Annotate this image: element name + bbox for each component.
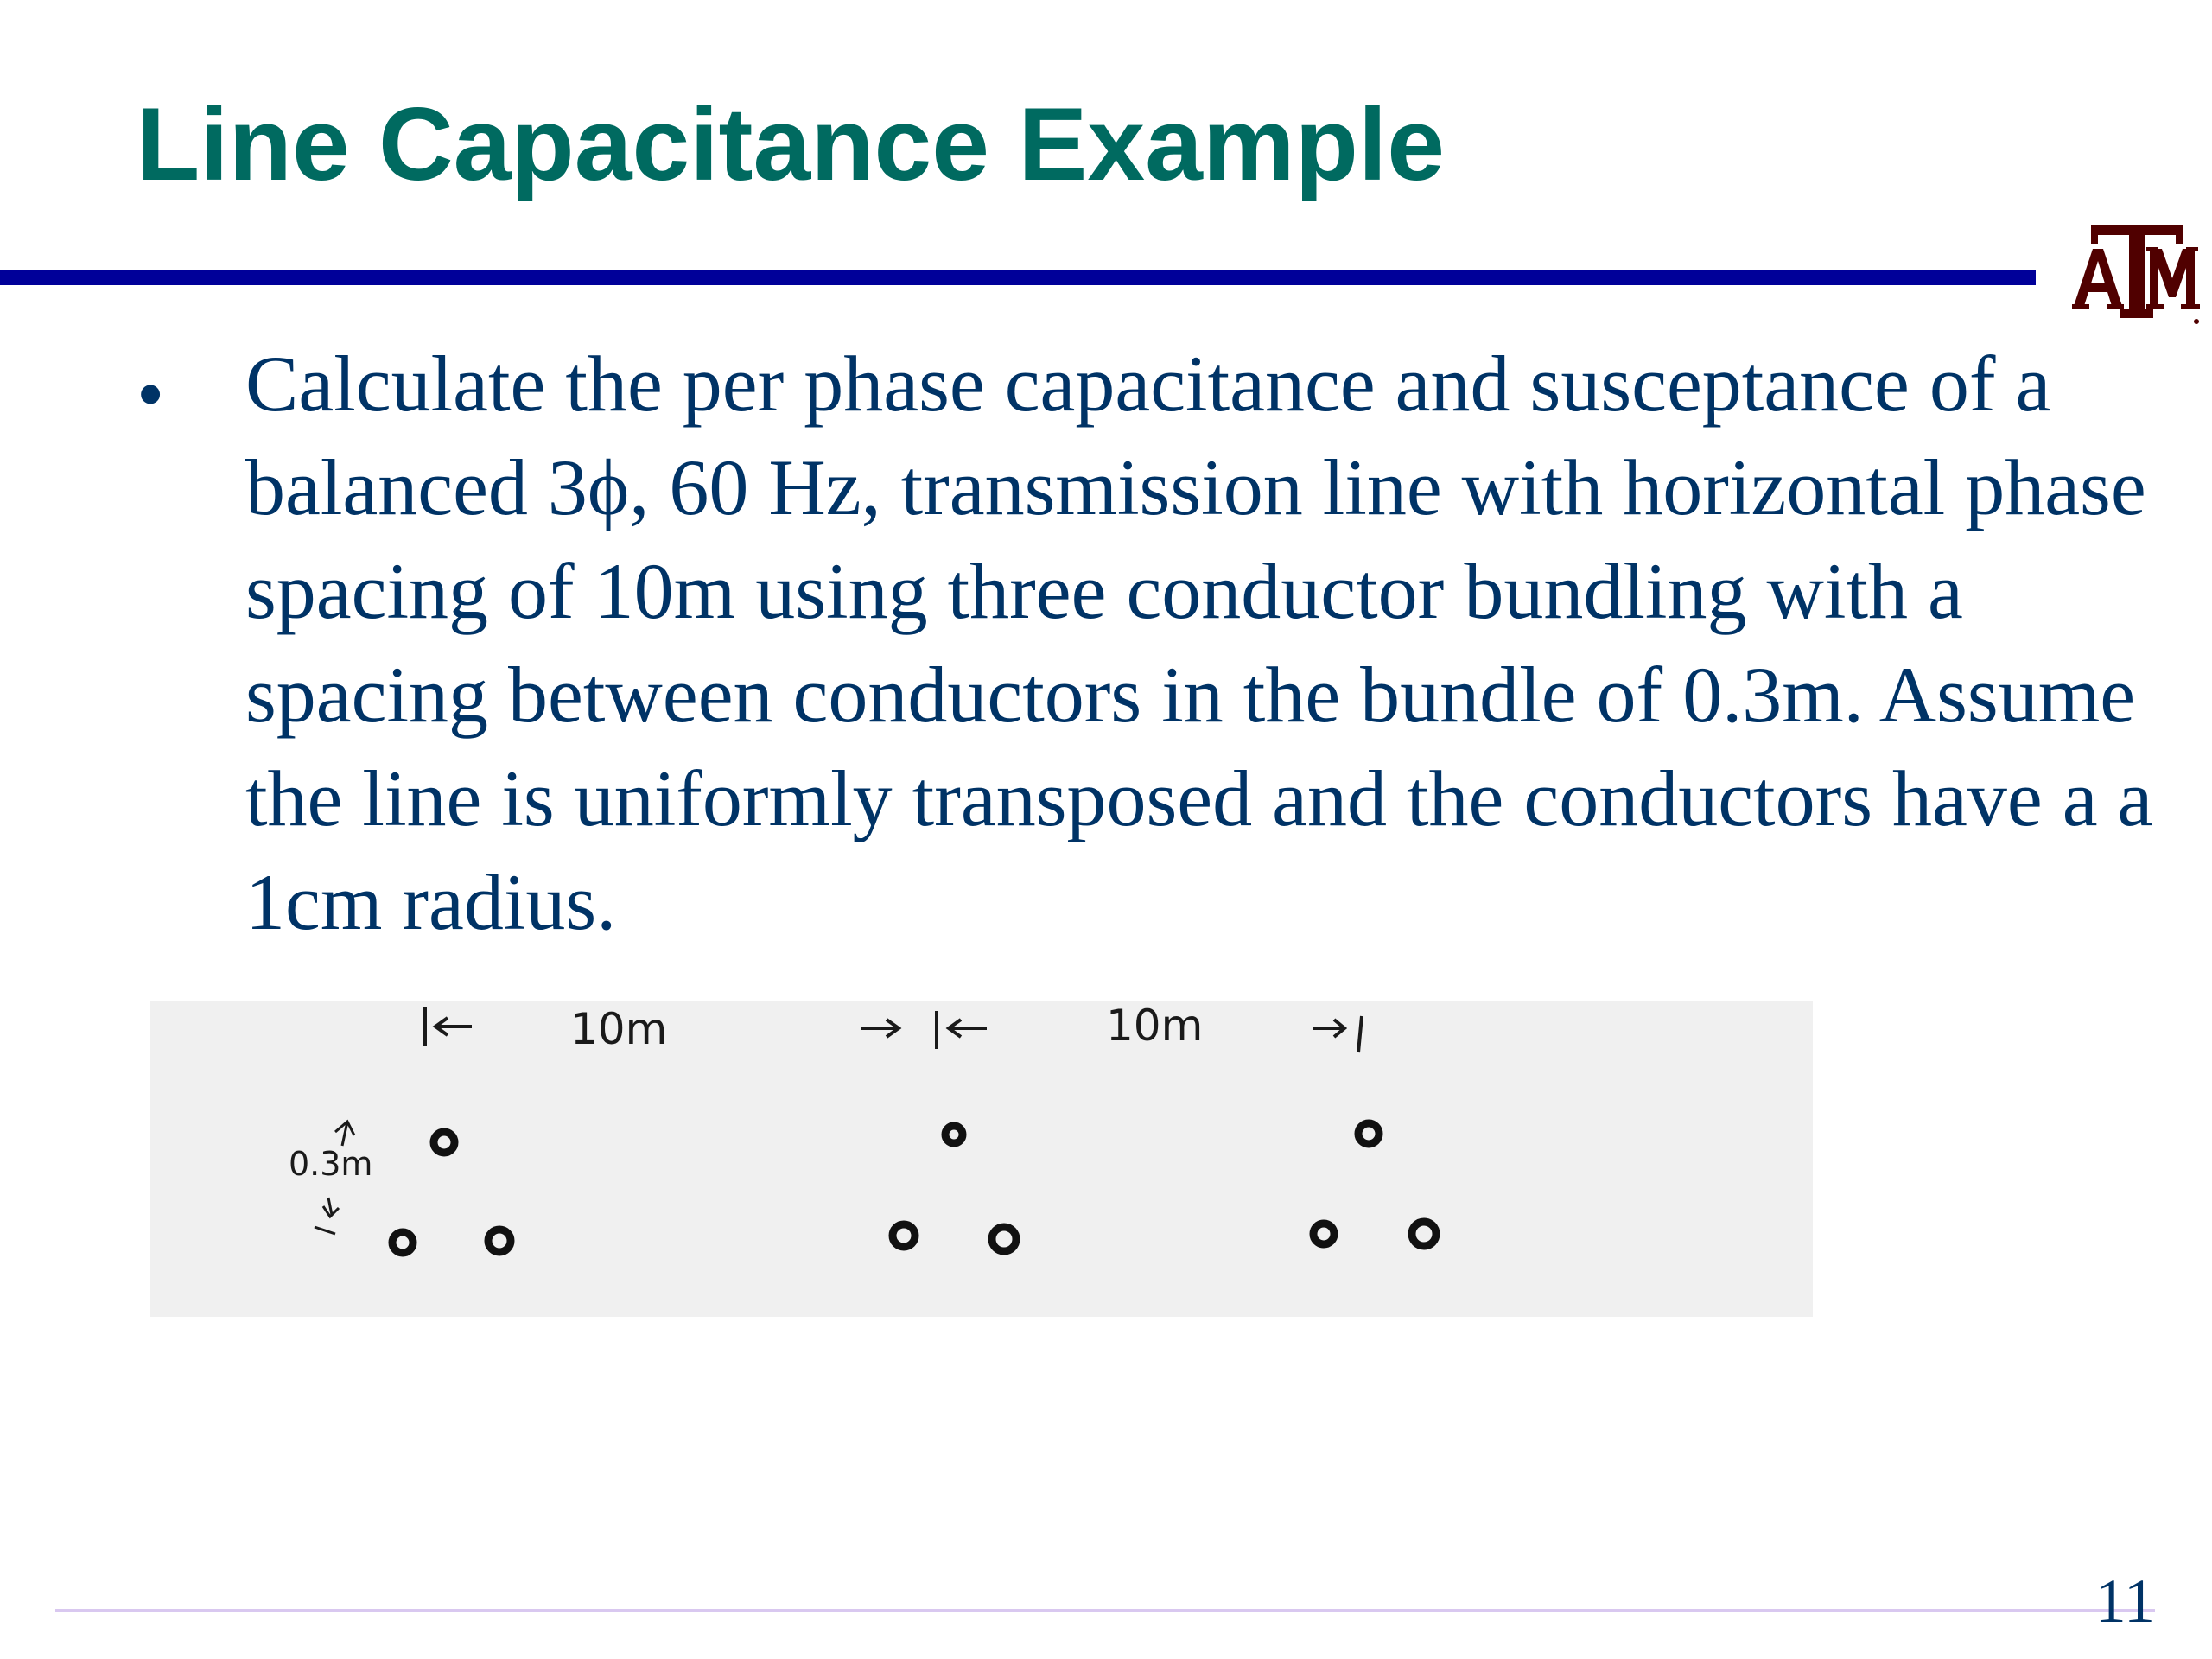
- bundle-spacing-label: 0.3m: [289, 1145, 373, 1183]
- header-rule: [0, 270, 2036, 285]
- bullet-marker: •: [137, 350, 165, 438]
- page-number: 11: [2094, 1567, 2155, 1636]
- spacing-label-1: 10m: [570, 1004, 668, 1054]
- phase-c-bundle: [1313, 1123, 1436, 1246]
- spacing-label-2: 10m: [1106, 1001, 1204, 1051]
- conductor-bundle-sketch: [150, 1001, 1813, 1317]
- dimension-arrow-right-end: [1313, 1016, 1362, 1052]
- dimension-arrow-right-start: [949, 1020, 987, 1037]
- dimension-arrow-left-end: [861, 1011, 937, 1049]
- footer-rule: [55, 1609, 2155, 1612]
- phase-b-bundle: [893, 1126, 1016, 1251]
- problem-statement: Calculate the per phase capacitance and susceptance of a balanced 3ϕ, 60 Hz, transmission line with horizontal phase spacing of 10m using three conductor bundling with a spacing between conductors in the bundle of 0.3m. Assume the line is uniformly transposed and the conductors have a a 1cm radius.: [245, 340, 2153, 946]
- phase-a-bundle: [392, 1132, 511, 1253]
- slide-title: Line Capacitance Example: [137, 86, 1445, 202]
- dimension-arrow-left-start: [425, 1007, 472, 1046]
- texas-am-logo: [2072, 223, 2202, 328]
